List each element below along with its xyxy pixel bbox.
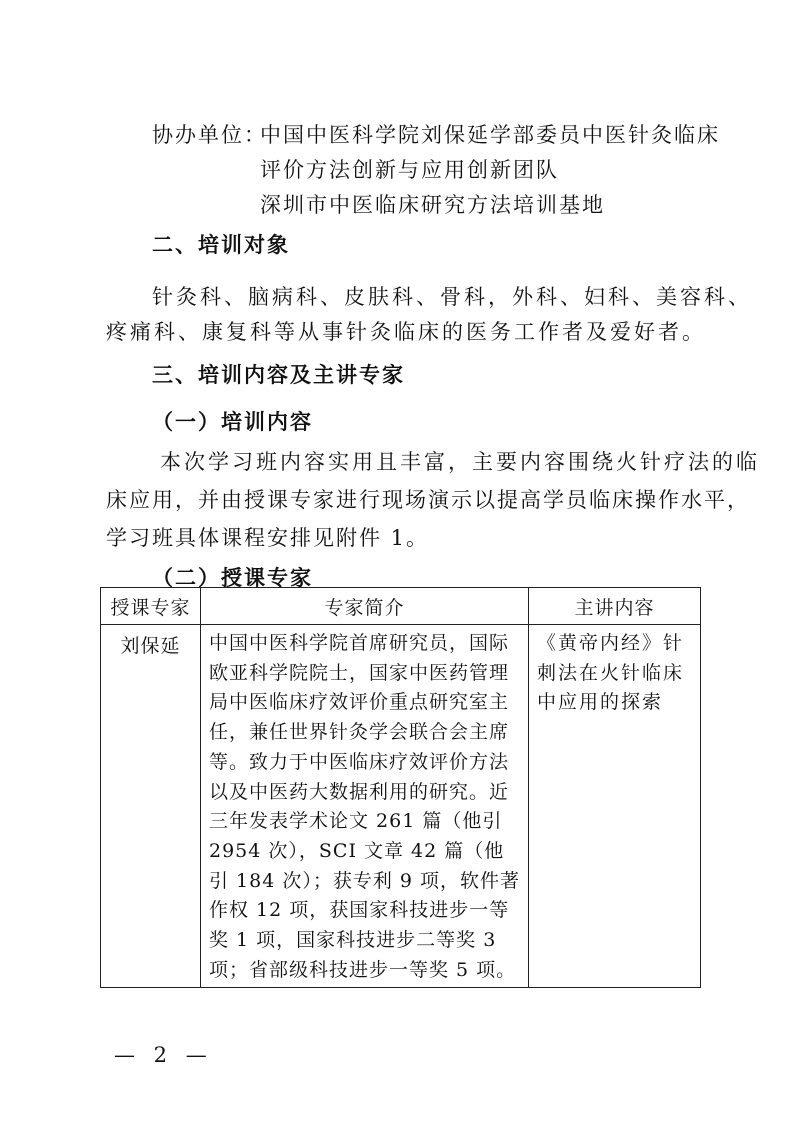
table-header-row bbox=[101, 588, 701, 625]
header-intro: 专家简介 bbox=[201, 588, 529, 625]
section-heading-content-experts: 三、培训内容及主讲专家 bbox=[152, 363, 405, 387]
expert-intro: 中国中医科学院首席研究员，国际欧亚科学院院士，国家中医药管理局中医临床疗效评价重点研究室主任，兼任世界针灸学会联合会主席等。致力于中医临床疗效评价方法以及中医药大数据利用的研究。近三年发表学术论文 261 篇（他引 2954 次），SCI 文章 42 篇（他引 184 次）；获专利 9 项，软件著作权 12 项，获国家科技进步一等奖 1 项，国家科技进步二等奖 3 项；省部级科技进步一等奖 5 项。 bbox=[201, 625, 529, 988]
section-heading-audience: 二、培训对象 bbox=[152, 233, 290, 257]
header-topic: 主讲内容 bbox=[529, 588, 701, 625]
table-row bbox=[101, 625, 701, 988]
subsection-heading-content: （一）培训内容 bbox=[152, 410, 313, 434]
expert-table bbox=[100, 587, 701, 988]
co-organizer-label: 协办单位： bbox=[152, 123, 267, 147]
co-organizer-line: 评价方法创新与应用创新团队 bbox=[260, 158, 559, 182]
header-expert: 授课专家 bbox=[101, 588, 201, 625]
co-organizer-line: 深圳市中医临床研究方法培训基地 bbox=[260, 193, 605, 217]
page-number: — 2 — bbox=[114, 1043, 213, 1067]
audience-text-line: 针灸科、脑病科、皮肤科、骨科，外科、妇科、美容科、 bbox=[152, 285, 752, 309]
expert-name: 刘保延 bbox=[101, 625, 201, 988]
co-organizer-line: 中国中医科学院刘保延学部委员中医针灸临床 bbox=[260, 123, 720, 147]
audience-text-line: 疼痛科、康复科等从事针灸临床的医务工作者及爱好者。 bbox=[106, 320, 706, 344]
subsection-heading-experts: （二）授课专家 bbox=[152, 566, 313, 590]
expert-topic: 《黄帝内经》针刺法在火针临床中应用的探索 bbox=[529, 625, 701, 988]
content-text-line: 床应用，并由授课专家进行现场演示以提高学员临床操作水平， bbox=[106, 488, 750, 512]
content-text-line: 本次学习班内容实用且丰富，主要内容围绕火针疗法的临 bbox=[160, 450, 760, 474]
content-text-line: 学习班具体课程安排见附件 1。 bbox=[106, 526, 430, 550]
